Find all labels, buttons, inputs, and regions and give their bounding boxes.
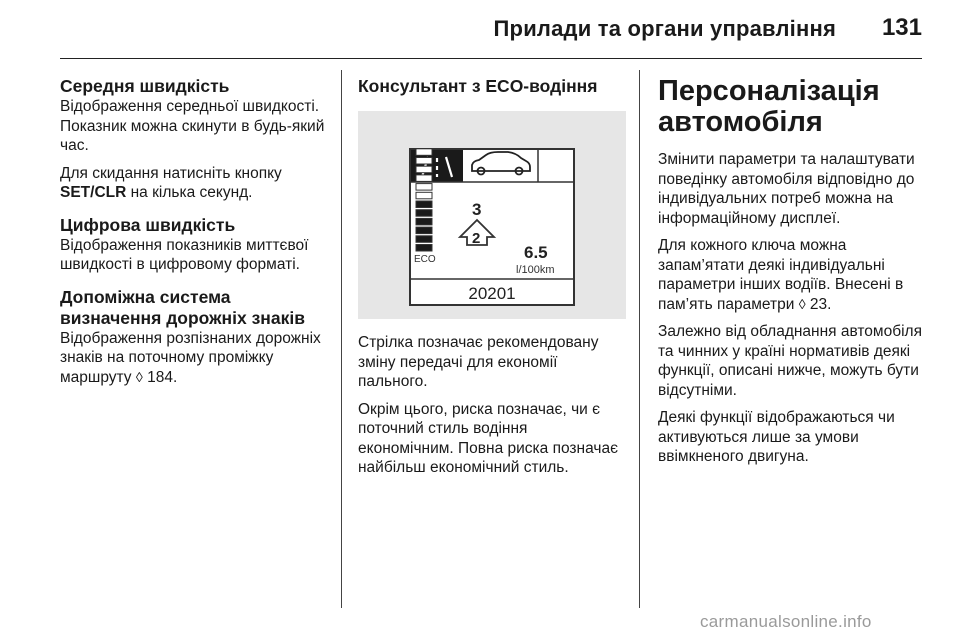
- caption-bar: Окрім цього, риска позначає, чи є поточний стиль водіння економічним. Повна риска позначає найбільш економічний стиль.: [358, 400, 618, 476]
- header-rule: [60, 58, 922, 59]
- page-ref-icon-2: ◊: [798, 295, 806, 312]
- eco-bar-segment: [416, 218, 432, 225]
- paragraph-2-text: Для кожного ключа можна запам’ятати деякі індивідуальні параметри інших водіїв. Внесені в пам’ять параметри: [658, 237, 904, 313]
- eco-bar-segment: [416, 184, 432, 191]
- page-ref-number: 184.: [142, 368, 178, 386]
- column-left: [60, 76, 335, 399]
- heading-personalization-line2: автомобіля: [658, 106, 823, 138]
- heading-personalization-line1: Персоналізація: [658, 75, 880, 107]
- paragraph-3: Залежно від обладнання автомобіля та чинних у країні нормативів деякі функції, описані нижче, можуть бути відсутніми.: [658, 323, 922, 399]
- section-digital-speed: [60, 215, 335, 275]
- page-number: 131: [881, 14, 922, 41]
- caption-arrow: Стрілка позначає рекомендовану зміну передачі для економії пального.: [358, 334, 599, 390]
- paragraph-1: Змінити параметри та налаштувати поведінку автомобіля відповідно до індивідуальних потреб можна на інформаційному дисплеї.: [658, 151, 915, 227]
- consumption-unit: l/100km: [516, 264, 555, 276]
- eco-bar-segment: [416, 166, 432, 173]
- text-traffic-sign: [60, 329, 335, 388]
- consumption-value: 6.5: [524, 243, 548, 262]
- column-divider-1: [341, 70, 342, 608]
- eco-bar-segment: [416, 192, 432, 199]
- section-traffic-sign-assistant: [60, 287, 335, 388]
- heading-eco-coach: Консультант з ECO-водіння: [358, 76, 598, 96]
- page-ref-number-2: 23.: [805, 295, 832, 313]
- section-average-speed: [60, 76, 335, 203]
- paragraph-2: [658, 236, 928, 314]
- eco-bar-segment: [416, 245, 432, 252]
- heading-traffic-sign-line1: Допоміжна система: [60, 286, 231, 307]
- reset-text-post: на кілька секунд.: [126, 184, 253, 201]
- text-average-speed: Відображення середньої швидкості. Показник можна скинути в будь-який час.: [60, 98, 325, 154]
- eco-label: ECO: [414, 254, 436, 265]
- eco-bar-segment: [416, 158, 432, 165]
- heading-digital-speed: Цифрова швидкість: [60, 214, 236, 235]
- gear-upper: 3: [472, 200, 482, 219]
- page-ref-icon: ◊: [135, 368, 143, 385]
- text-reset-instruction: [60, 164, 335, 203]
- watermark: carmanualsonline.info: [700, 612, 872, 631]
- reset-text-pre: Для скидання натисніть кнопку: [60, 164, 282, 182]
- column-middle: [358, 76, 626, 478]
- heading-personalization: [658, 76, 928, 138]
- eco-bar-segment: [416, 210, 432, 217]
- column-divider-2: [639, 70, 640, 608]
- traffic-sign-text: Відображення розпізнаних дорожніх знаків на поточному проміжку маршруту: [60, 329, 321, 386]
- eco-bar-segment: [416, 149, 432, 156]
- eco-bar-segment: [416, 201, 432, 208]
- paragraph-4: Деякі функції відображаються чи активуються лише за умови ввімкненого двигуна.: [658, 409, 895, 465]
- eco-display-illustration: [358, 111, 626, 319]
- page-header: [0, 0, 960, 60]
- gear-lower: 2: [472, 230, 481, 247]
- eco-display-svg: [358, 111, 626, 319]
- column-right: [658, 76, 928, 475]
- eco-bar-segment: [416, 236, 432, 243]
- eco-bar-segment: [416, 175, 432, 182]
- text-digital-speed: Відображення показників миттєвої швидкості в цифровому форматі.: [60, 236, 309, 273]
- set-clr-label: SET/CLR: [60, 184, 127, 201]
- heading-average-speed: Середня швидкість: [60, 76, 230, 96]
- header-title: Прилади та органи управління: [493, 16, 836, 41]
- odometer: 20201: [468, 284, 516, 303]
- eco-bar-segment: [416, 227, 432, 234]
- heading-traffic-sign-line2: визначення дорожніх знаків: [60, 307, 305, 328]
